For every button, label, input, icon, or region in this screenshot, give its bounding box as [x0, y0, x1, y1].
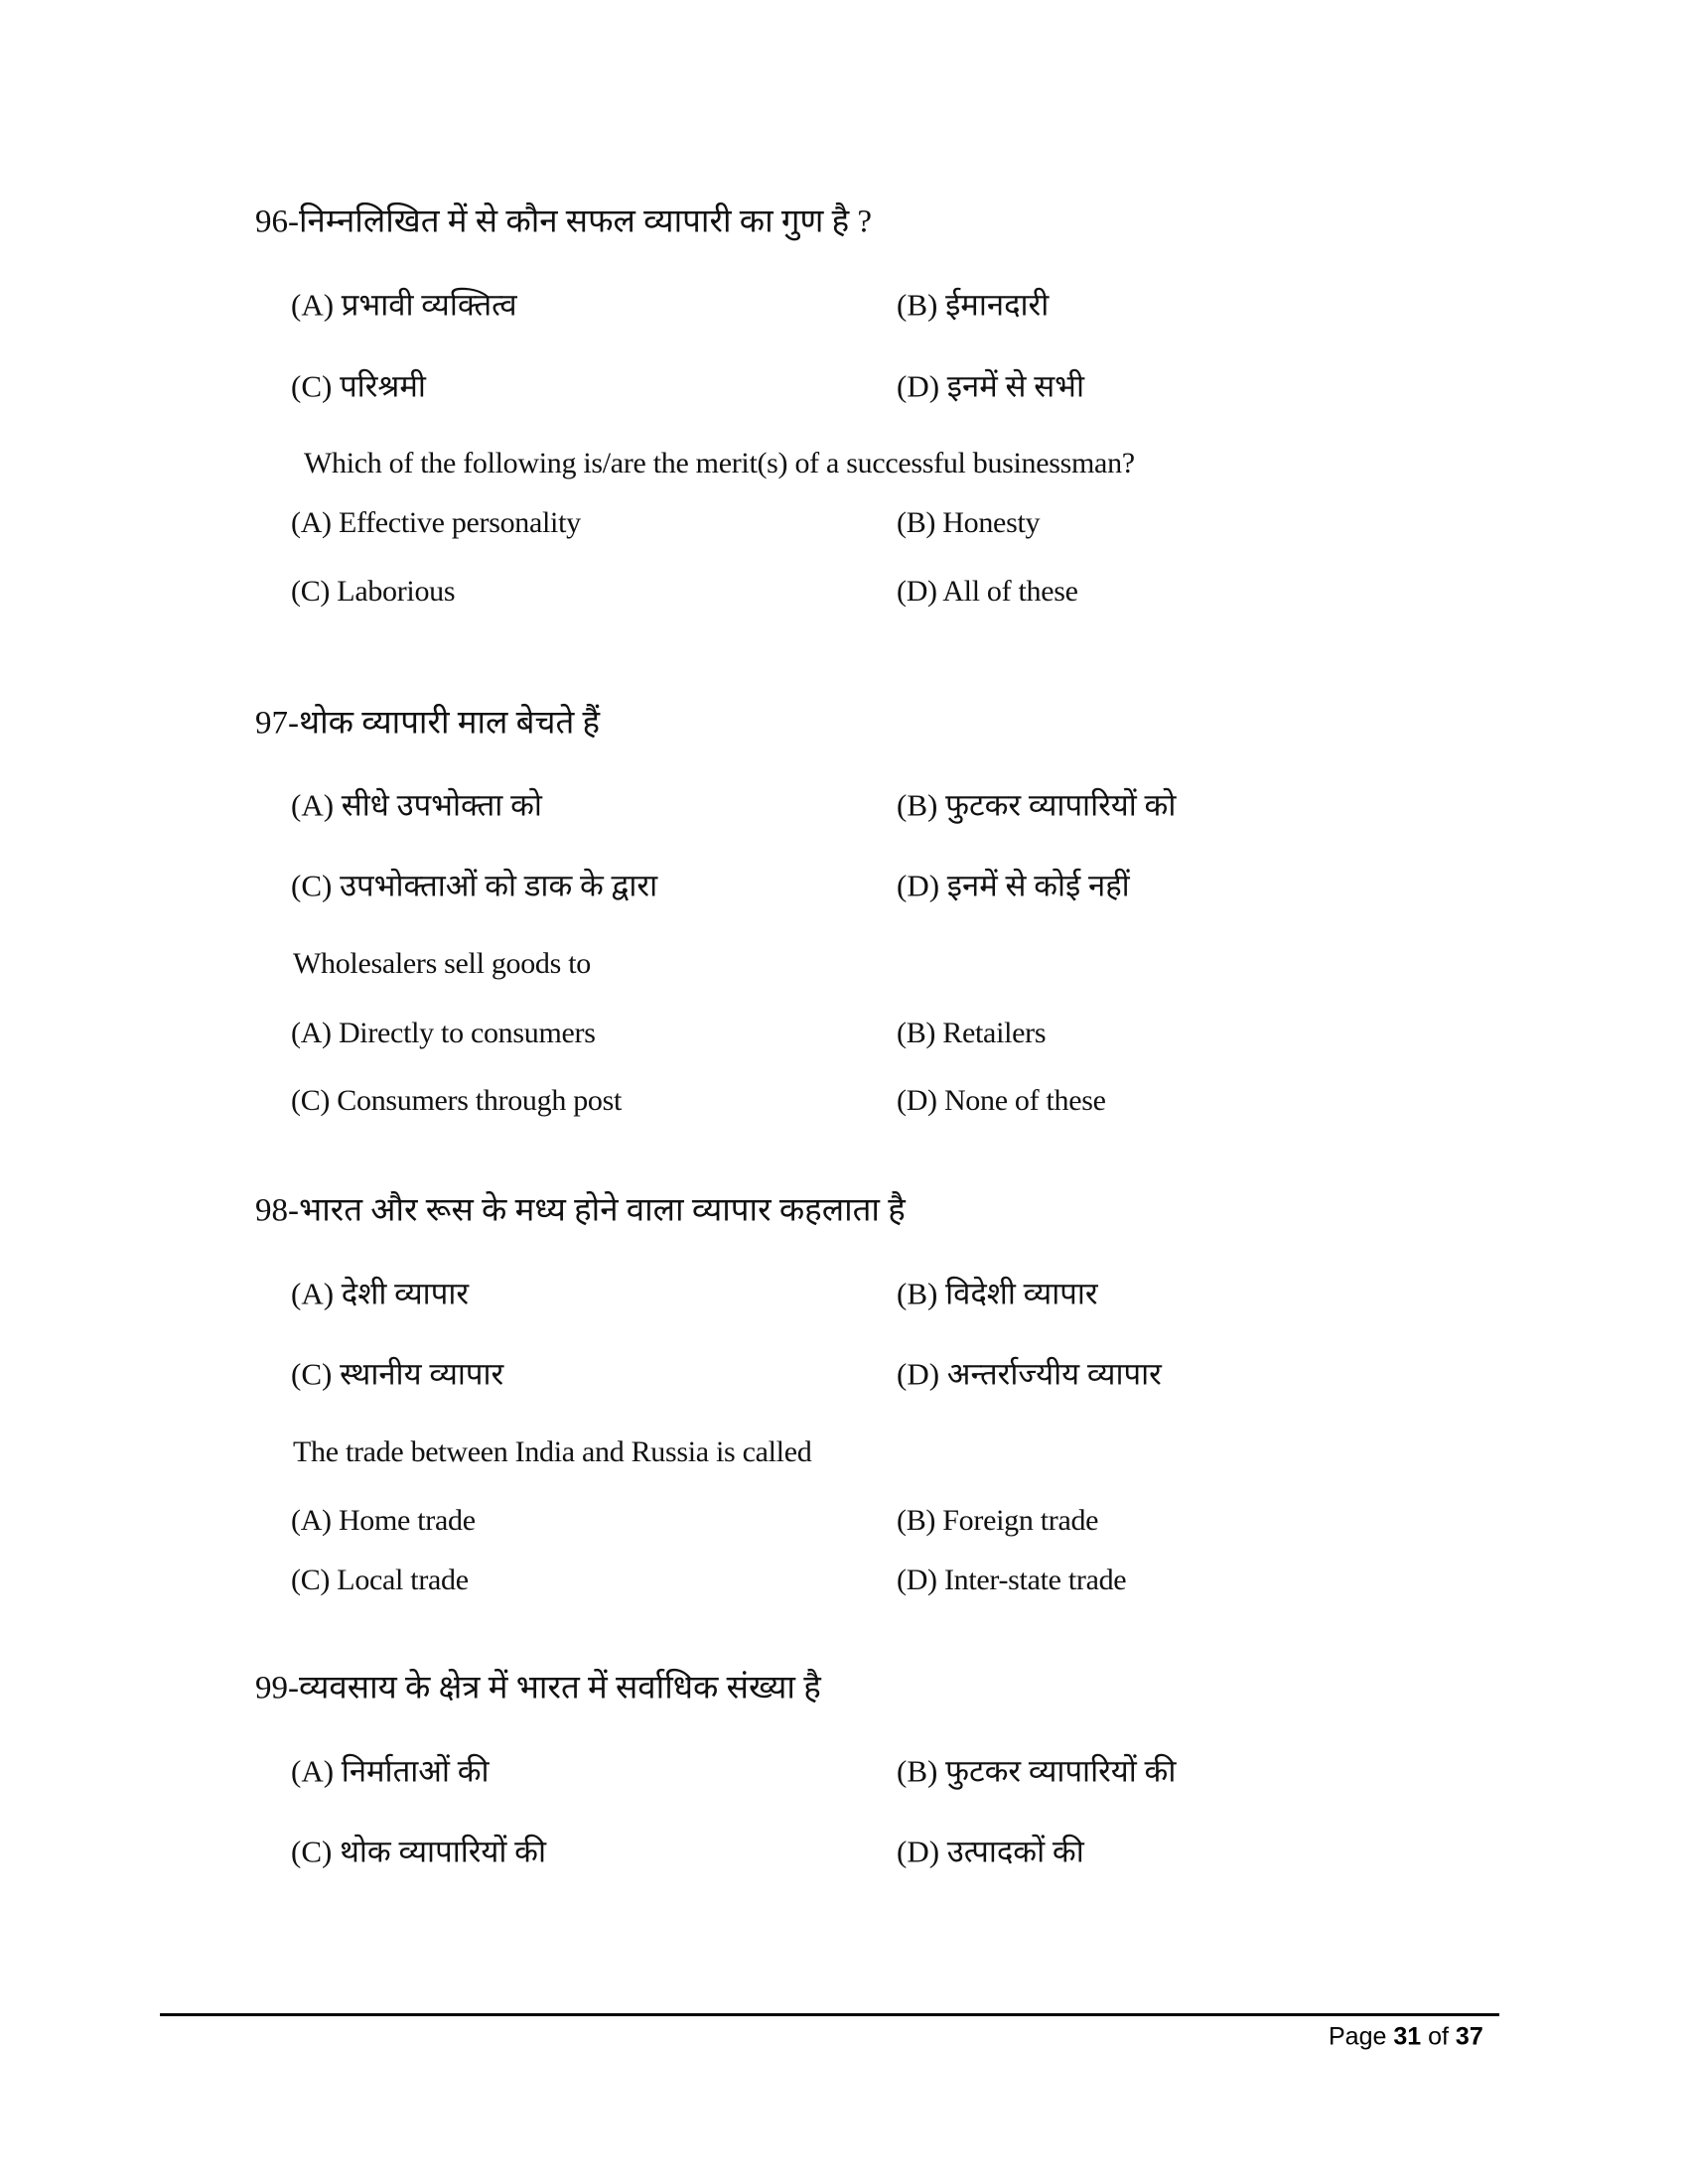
q97-hindi-option-c: (C) उपभोक्ताओं को डाक के द्वारा [291, 868, 658, 903]
q96-hindi-option-c: (C) परिश्रमी [291, 368, 426, 404]
q98-english-option-d: (D) Inter-state trade [897, 1564, 1127, 1596]
q97-english-option-a: (A) Directly to consumers [291, 1017, 596, 1049]
q96-hindi-option-d: (D) इनमें से सभी [897, 368, 1084, 404]
page-label: Page [1329, 2022, 1387, 2051]
q96-english-option-a: (A) Effective personality [291, 506, 581, 539]
question-97-hindi: 97-थोक व्यापारी माल बेचते हैं [255, 705, 601, 742]
of-label: of [1428, 2022, 1449, 2051]
q99-hindi-option-a: (A) निर्माताओं की [291, 1753, 490, 1789]
q98-hindi-option-a: (A) देशी व्यापार [291, 1276, 470, 1311]
q96-english-option-b: (B) Honesty [897, 506, 1041, 539]
footer-divider [160, 2013, 1499, 2016]
q96-hindi-option-a: (A) प्रभावी व्यक्तित्व [291, 287, 517, 323]
q98-hindi-option-d: (D) अन्तर्राज्यीय व्यापार [897, 1356, 1162, 1392]
q97-hindi-option-d: (D) इनमें से कोई नहीं [897, 868, 1130, 903]
q98-hindi-option-b: (B) विदेशी व्यापार [897, 1276, 1098, 1311]
total-pages: 37 [1455, 2022, 1483, 2051]
question-98-hindi: 98-भारत और रूस के मध्य होने वाला व्यापार कहलाता है [255, 1192, 906, 1229]
current-page: 31 [1393, 2022, 1422, 2051]
q97-english-option-d: (D) None of these [897, 1084, 1106, 1117]
q97-english-option-b: (B) Retailers [897, 1017, 1047, 1049]
q99-hindi-option-b: (B) फुटकर व्यापारियों की [897, 1753, 1177, 1789]
q96-hindi-option-b: (B) ईमानदारी [897, 287, 1050, 323]
question-96-english: Which of the following is/are the merit(s) of a successful businessman? [304, 447, 1135, 479]
q97-hindi-option-a: (A) सीधे उपभोक्ता को [291, 787, 542, 823]
page-number [1329, 2023, 1483, 2052]
q97-english-option-c: (C) Consumers through post [291, 1084, 623, 1117]
q96-english-option-d: (D) All of these [897, 575, 1078, 608]
q96-english-option-c: (C) Laborious [291, 575, 456, 608]
q99-hindi-option-c: (C) थोक व्यापारियों की [291, 1834, 547, 1869]
q98-english-option-c: (C) Local trade [291, 1564, 469, 1596]
q98-hindi-option-c: (C) स्थानीय व्यापार [291, 1356, 504, 1392]
q98-english-option-b: (B) Foreign trade [897, 1504, 1099, 1537]
question-99-hindi: 99-व्यवसाय के क्षेत्र में भारत में सर्वाधिक संख्या है [255, 1670, 821, 1706]
q99-hindi-option-d: (D) उत्पादकों की [897, 1834, 1084, 1869]
question-97-english: Wholesalers sell goods to [293, 947, 591, 980]
question-98-english: The trade between India and Russia is called [293, 1435, 812, 1468]
q98-english-option-a: (A) Home trade [291, 1504, 476, 1537]
question-96-hindi: 96-निम्नलिखित में से कौन सफल व्यापारी का गुण है ? [255, 204, 872, 240]
q97-hindi-option-b: (B) फुटकर व्यापारियों को [897, 787, 1177, 823]
